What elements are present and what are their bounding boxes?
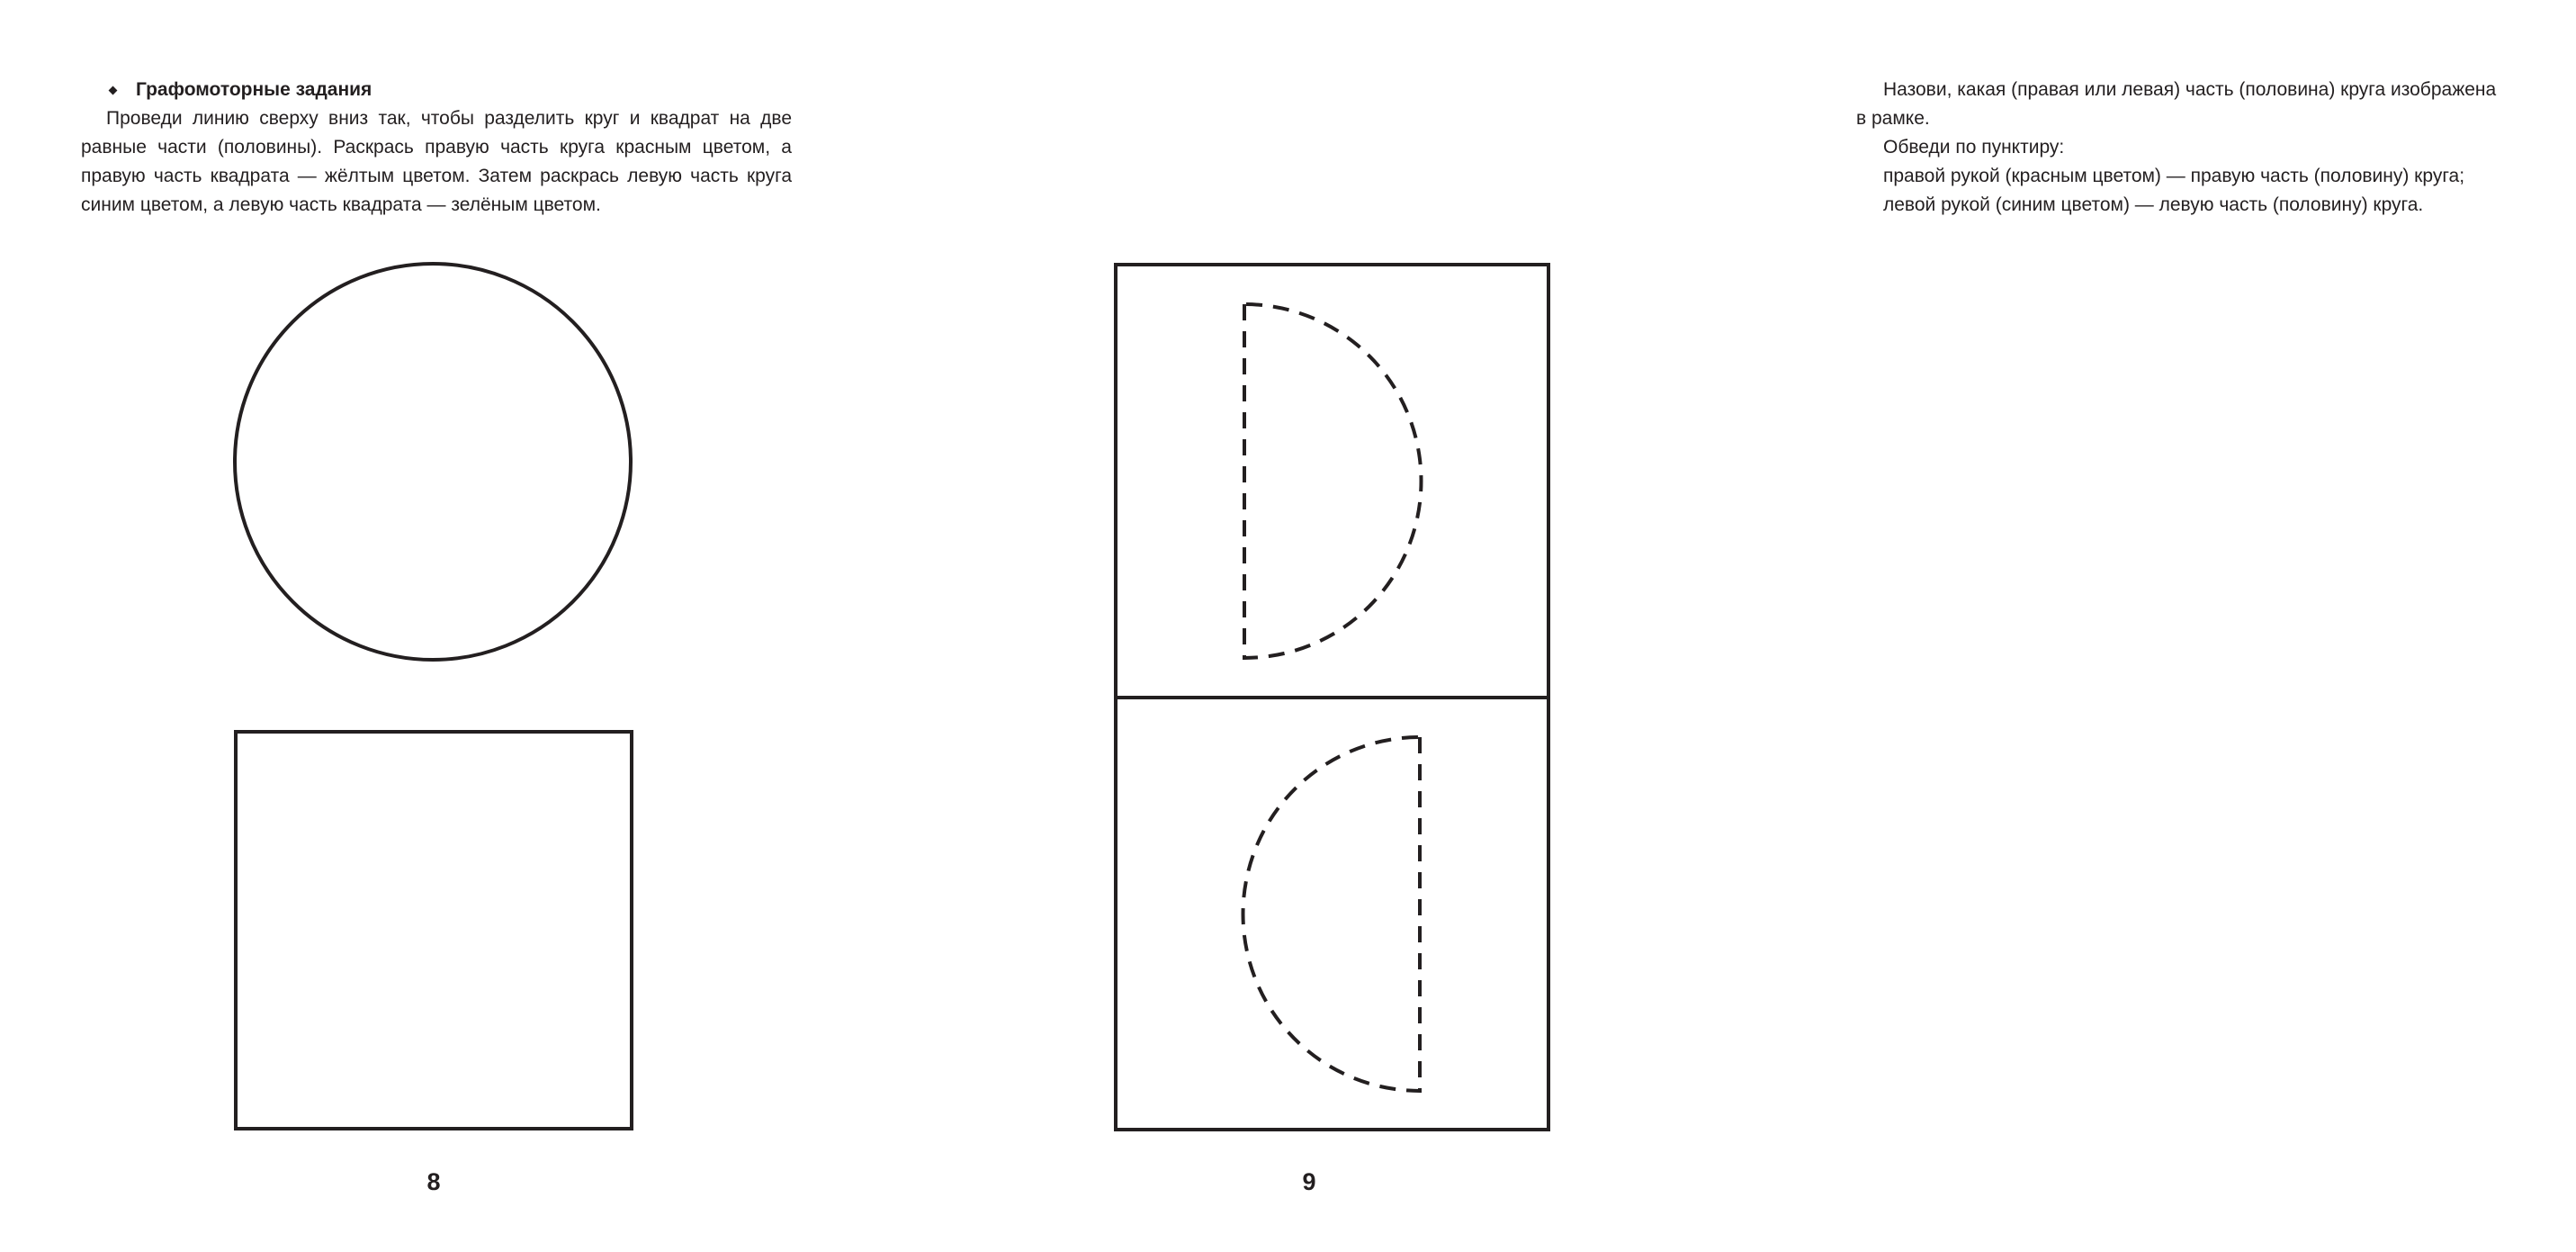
trace-instruction: Обведи по пунктиру: xyxy=(1883,137,2065,158)
left-hand-instruction: левой рукой (синим цветом) — левую часть (половину) круга. xyxy=(1883,194,2424,215)
page-number-left: 8 xyxy=(426,1168,441,1195)
square-figure xyxy=(236,732,632,1129)
question-line-2: в рамке. xyxy=(1856,108,1930,129)
right-hand-instruction: правой рукой (красным цветом) — правую часть (половину) круга; xyxy=(1883,166,2465,186)
page-number-right: 9 xyxy=(1302,1168,1316,1195)
right-half-circle-dashed[interactable] xyxy=(1244,304,1422,658)
task-heading-text: Графомоторные задания xyxy=(136,79,372,100)
circle-figure xyxy=(235,264,631,660)
question-line-1: Назови, какая (правая или левая) часть (половина) круга изображена xyxy=(1883,79,2497,100)
task-instruction: Проведи линию сверху вниз так, чтобы разделить круг и квадрат на две равные части (половины). Раскрась правую часть круга красным цветом, а правую часть квадрата — жёлтым цветом. Затем раскрась левую часть круга синим цветом, а левую часть квадрата — зелёным цветом. xyxy=(81,108,792,215)
right-text-block xyxy=(1856,76,2576,220)
left-half-circle-dashed[interactable] xyxy=(1243,737,1420,1091)
